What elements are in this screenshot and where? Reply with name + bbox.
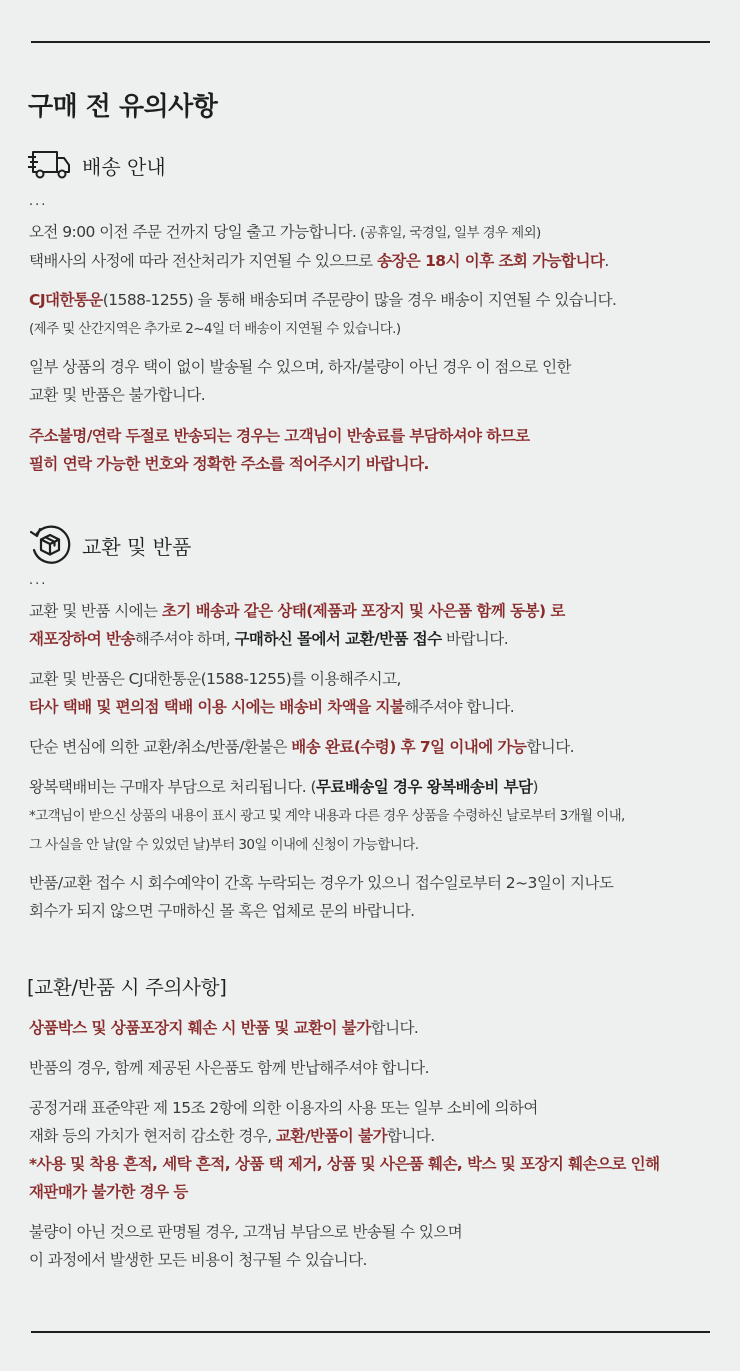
ellipsis: ··· <box>29 577 48 592</box>
notice-heading: [교환/반품 시 주의사항] <box>27 976 227 999</box>
shipping-paragraph-2: CJ대한통운(1588-1255) 을 통해 배송되며 주문량이 많을 경우 배송이 지연될 수 있습니다. (제주 및 산간지역은 추가로 2~4일 더 배송이 지연될 수 있습니다.) <box>29 291 617 337</box>
exchange-paragraph-2: 교환 및 반품은 CJ대한통운(1588-1255)를 이용해주시고, 타사 택배 및 편의점 택배 이용 시에는 배송비 차액을 지불해주셔야 합니다. <box>29 670 515 716</box>
notice-paragraph-1: 상품박스 및 상품포장지 훼손 시 반품 및 교환이 불가합니다. <box>29 1019 419 1037</box>
shipping-paragraph-1: 오전 9:00 이전 주문 건까지 당일 출고 가능합니다. (공휴일, 국경일, 일부 경우 제외) 택배사의 사정에 따라 전산처리가 지연될 수 있으므로 송장은 18시 이후 조회 가능합니다. <box>29 223 609 270</box>
page-title: 구매 전 유의사항 <box>28 92 218 122</box>
return-box-icon <box>28 523 72 567</box>
exchange-paragraph-3: 단순 변심에 의한 교환/취소/반품/환불은 배송 완료(수령) 후 7일 이내에 가능합니다. <box>29 738 574 756</box>
ellipsis: ··· <box>29 198 48 213</box>
notice-paragraph-2: 반품의 경우, 함께 제공된 사은품도 함께 반납해주셔야 합니다. <box>29 1059 429 1077</box>
exchange-paragraph-1: 교환 및 반품 시에는 초기 배송과 같은 상태(제품과 포장지 및 사은품 함께 동봉) 로 재포장하여 반송해주셔야 하며, 구매하신 몰에서 교환/반품 접수 바랍니다. <box>29 602 565 648</box>
notice-paragraph-4: 불량이 아닌 것으로 판명될 경우, 고객님 부담으로 반송될 수 있으며 이 과정에서 발생한 모든 비용이 청구될 수 있습니다. <box>29 1223 463 1269</box>
shipping-paragraph-3: 일부 상품의 경우 택이 없이 발송될 수 있으며, 하자/불량이 아닌 경우 이 점으로 인한 교환 및 반품은 불가합니다. <box>29 358 571 404</box>
exchange-section-header <box>28 523 191 567</box>
exchange-paragraph-5: 반품/교환 접수 시 회수예약이 간혹 누락되는 경우가 있으니 접수일로부터 2~3일이 지나도 회수가 되지 않으면 구매하신 몰 혹은 업체로 문의 바랍니다. <box>29 874 614 920</box>
notice-paragraph-3: 공정거래 표준약관 제 15조 2항에 의한 이용자의 사용 또는 일부 소비에 의하여 재화 등의 가치가 현저히 감소한 경우, 교환/반품이 불가합니다. *사용 및 착용 흔적, 세탁 흔적, 상품 택 제거, 상품 및 사은품 훼손, 박스 및 포장지 훼손으로 인해 재판매가 불가한 경우 등 <box>29 1099 660 1201</box>
top-divider <box>31 41 710 43</box>
shipping-paragraph-4: 주소불명/연락 두절로 반송되는 경우는 고객님이 반송료를 부담하셔야 하므로 필히 연락 가능한 번호와 정확한 주소를 적어주시기 바랍니다. <box>29 427 530 473</box>
bottom-divider <box>31 1331 710 1333</box>
shipping-heading: 배송 안내 <box>82 154 166 179</box>
shipping-section-header <box>28 148 166 182</box>
exchange-heading: 교환 및 반품 <box>82 534 192 559</box>
exchange-paragraph-4: 왕복택배비는 구매자 부담으로 처리됩니다. (무료배송일 경우 왕복배송비 부담) *고객님이 받으신 상품의 내용이 표시 광고 및 계약 내용과 다른 경우 상품을 수령하신 날로부터 3개월 이내, 그 사실을 안 날(알 수 있었던 날)부터 30일 이내에 신청이 가능합니다. <box>29 778 625 853</box>
delivery-truck-icon <box>28 148 72 182</box>
